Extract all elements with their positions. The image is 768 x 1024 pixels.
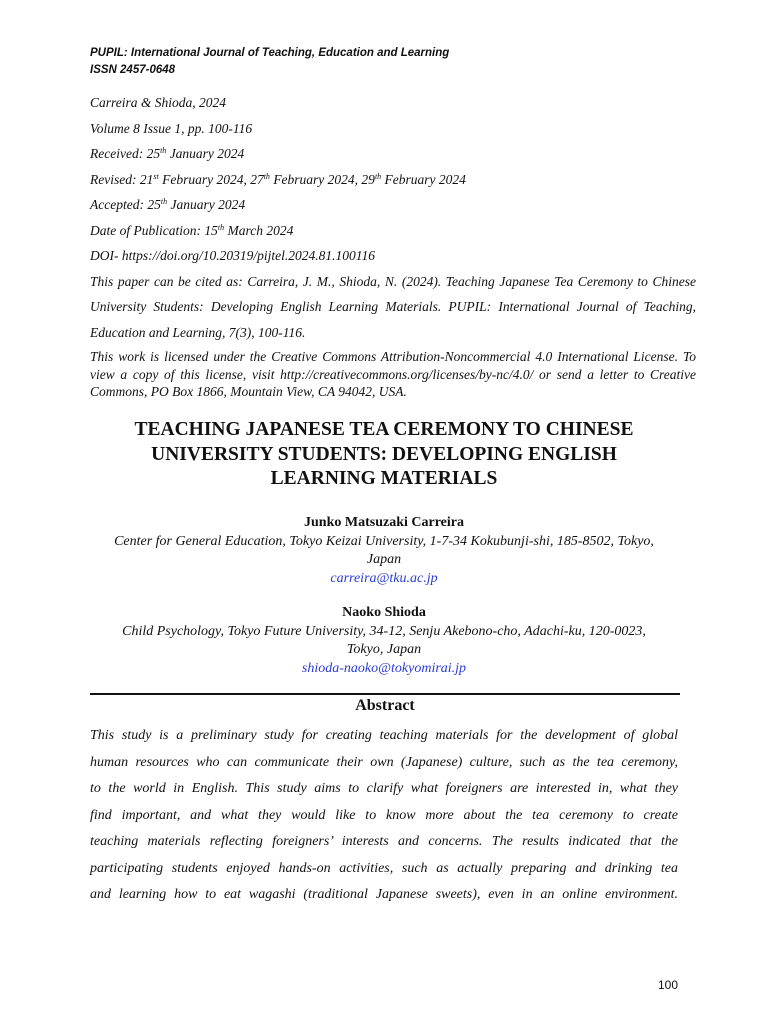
accepted-date: Accepted: 25th January 2024: [90, 197, 246, 212]
author-affiliation: Child Psychology, Tokyo Future University, 34-12, Senju Akebono-cho, Adachi-ku, 120-0023,: [122, 623, 646, 639]
journal-header: [90, 45, 449, 79]
author-email-link[interactable]: shioda-naoko@tokyomirai.jp: [301, 660, 467, 676]
journal-name: PUPIL: International Journal of Teaching, Education and Learning: [90, 47, 450, 59]
title-line: TEACHING JAPANESE TEA CEREMONY TO CHINESE: [134, 419, 634, 440]
cite-as: This paper can be cited as: Carreira, J. M., Shioda, N. (2024). Teaching Japanese Tea Ceremony to Chinese University Students: Developing English Learning Materials. PUPIL: International Journal of Teaching, Education and Learning, 7(3), 100-116.: [90, 273, 696, 340]
author-name: Naoko Shioda: [342, 605, 426, 620]
citation-short: Carreira & Shioda, 2024: [90, 95, 227, 110]
author-affiliation: Center for General Education, Tokyo Keizai University, 1-7-34 Kokubunji-shi, 185-8502, Tokyo,: [114, 533, 654, 549]
author-block: [90, 604, 678, 678]
license-notice: This work is licensed under the Creative Commons Attribution-Noncommercial 4.0 International License. To view a copy of this license, visit http://creativecommons.org/licenses/by-nc/4.0/ or send a letter to Creative Commons, PO Box 1866, Mountain View, CA 94042, USA.: [90, 349, 696, 399]
received-date: Received: 25th January 2024: [90, 146, 245, 161]
title-line: UNIVERSITY STUDENTS: DEVELOPING ENGLISH: [151, 443, 617, 465]
title-line: LEARNING MATERIALS: [270, 468, 498, 489]
abstract-body: [90, 723, 678, 909]
volume-info: Volume 8 Issue 1, pp. 100-116: [90, 120, 253, 136]
abstract-heading: Abstract: [355, 697, 415, 714]
doi-line: DOI- https://doi.org/10.20319/pijtel.2024.81.100116: [90, 248, 375, 263]
page-number: 100: [657, 978, 678, 992]
journal-issn: ISSN 2457-0648: [90, 64, 176, 76]
abstract-line: find important, and what they would like to know more about the tea ceremony to create: [90, 807, 678, 823]
author-block: [90, 514, 678, 588]
abstract-line: to the world in English. This study aims to clarify what foreigners are interested in, what they: [90, 781, 678, 796]
section-divider: [90, 693, 680, 695]
author-name: Junko Matsuzaki Carreira: [304, 515, 464, 530]
revised-dates: Revised: 21st February 2024, 27th February 2024, 29th February 2024: [90, 171, 466, 187]
author-list: [90, 512, 678, 678]
abstract-line: This study is a preliminary study for creating teaching materials for the development of global: [90, 728, 678, 743]
author-affiliation: Japan: [366, 552, 402, 567]
abstract-line: teaching materials reflecting foreigners’ interests and concerns. The results indicated that the: [90, 834, 678, 849]
abstract-line: human resources who can communicate their own (Japanese) culture, such as the tea ceremony,: [90, 754, 678, 770]
paper-title: [90, 418, 678, 492]
author-email-link[interactable]: carreira@tku.ac.jp: [330, 570, 438, 586]
author-affiliation: Tokyo, Japan: [346, 642, 422, 657]
article-metadata: [90, 90, 696, 401]
publication-date: Date of Publication: 15th March 2024: [90, 222, 294, 238]
abstract-line: and learning how to eat wagashi (traditional Japanese sweets), even in an online environment.: [90, 887, 678, 902]
abstract-line: participating students enjoyed hands-on activities, such as actually preparing and drinking tea: [90, 860, 678, 876]
